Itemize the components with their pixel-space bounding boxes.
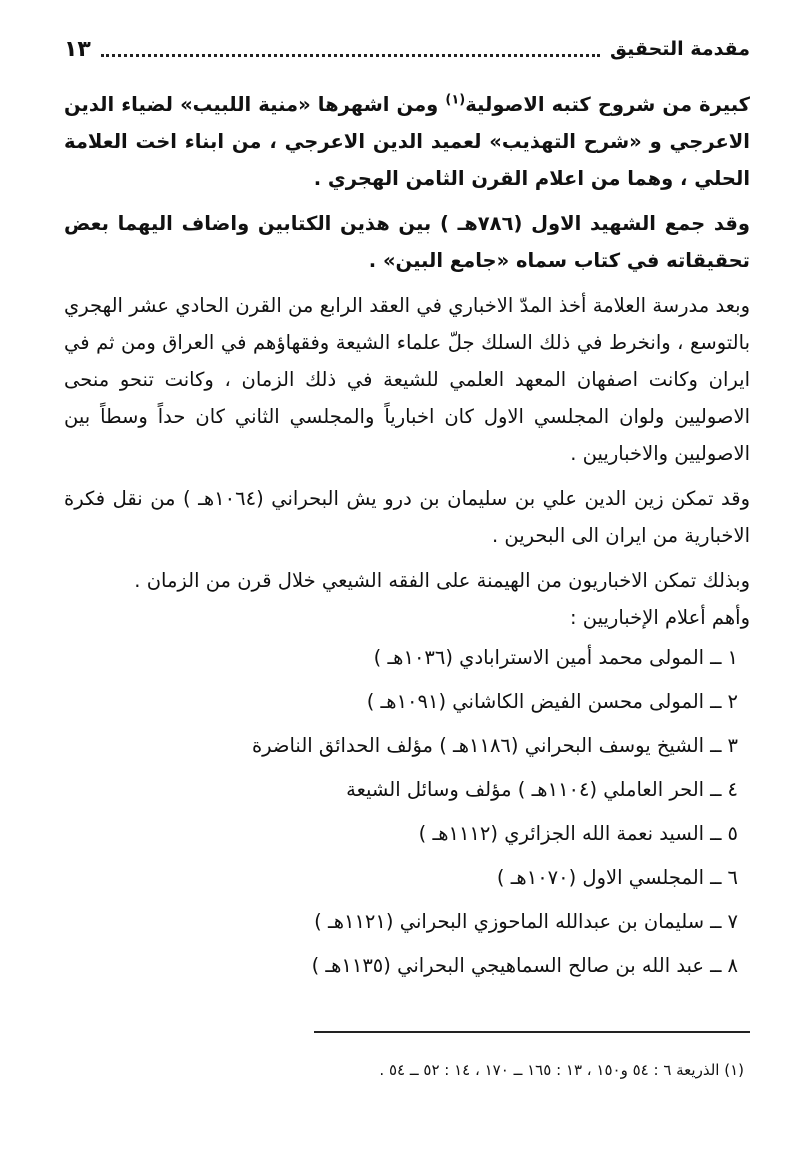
list-item [64,636,750,680]
list-item-dash: ــ [710,866,722,889]
dotted-leader [101,42,600,57]
body-text [64,86,750,988]
list-item-number: ٤ [727,778,738,801]
list-item-dash: ــ [710,822,722,845]
list-item [64,856,750,900]
paragraph-1 [64,86,750,197]
list-item-dash: ــ [710,690,722,713]
list-item-number: ١ [727,646,738,669]
list-item-text: عبد الله بن صالح السماهيجي البحراني (١١٣٥هـ ) [311,954,705,977]
footnote-divider [314,1031,750,1033]
list-item-text: السيد نعمة الله الجزائري (١١١٢هـ ) [418,822,705,845]
list-item-text: المولى محمد أمين الاسترابادي (١٠٣٦هـ ) [373,646,705,669]
list-item [64,812,750,856]
paragraph-3: وبعد مدرسة العلامة أخذ المدّ الاخباري في العقد الرابع من القرن الحادي عشر الهجري بالتوسع ، وانخرط في ذلك السلك جلّ علماء الشيعة وفقهاؤهم في العراق ومن ثم في ايران وكانت اصفهان المعهد العلمي للشيعة في ذلك الزمان ، وكانت تنحو منحى الاصوليين ولوان المجلسي الاول كان اخبارياً والمجلسي الثاني كان حداً وسطاً بين الاصوليين والاخباريين . [64,294,750,465]
list-item-dash: ــ [710,910,722,933]
list-item-text: الحر العاملي (١١٠٤هـ ) مؤلف وسائل الشيعة [346,778,705,801]
paragraph-1-part-b: ومن اشهرها «منية اللبيب» لضياء الدين الاعرجي و «شرح التهذيب» لعميد الدين الاعرجي ، من ابناء اخت العلامة الحلي ، وهما من اعلام القرن الثامن الهجري . [64,93,750,190]
page-number: ١٣ [64,36,91,62]
footnote: (١) الذريعة ٦ : ٥٤ و١٥٠ ، ١٣ : ١٦٥ ــ ١٧٠ ، ١٤ : ٥٢ ــ ٥٤ . [379,1061,744,1079]
paragraph-4: وقد تمكن زين الدين علي بن سليمان بن درو يش البحراني (١٠٦٤هـ ) من نقل فكرة الاخبارية من ايران الى البحرين . [64,487,751,547]
list-item [64,680,750,724]
list-item-number: ٥ [727,822,738,845]
list-item-text: المجلسي الاول (١٠٧٠هـ ) [496,866,705,889]
list-item-text: سليمان بن عبدالله الماحوزي البحراني (١١٢١هـ ) [314,910,705,933]
paragraph-2: وقد جمع الشهيد الاول (٧٨٦هـ ) بين هذين الكتابين واضاف اليهما بعض تحقيقاته في كتاب سماه «جامع البين» . [64,212,751,272]
list-item-number: ٨ [727,954,738,977]
list-item [64,900,750,944]
list-item-number: ٧ [727,910,738,933]
footnote-marker: (١) [445,92,466,108]
list-item-dash: ــ [710,778,722,801]
list-item-dash: ــ [710,954,722,977]
list-item-number: ٢ [727,690,738,713]
header-title: مقدمة التحقيق [610,38,750,60]
list-item-dash: ــ [710,646,722,669]
scholars-list [64,636,750,988]
list-item-number: ٦ [727,866,738,889]
list-item-text: الشيخ يوسف البحراني (١١٨٦هـ ) مؤلف الحدائق الناضرة [251,734,705,757]
list-item-dash: ــ [710,734,722,757]
list-item [64,944,750,988]
list-item-number: ٣ [727,734,738,757]
list-intro: وأهم أعلام الإخباريين : [569,606,750,629]
list-item [64,724,750,768]
paragraph-1-part-a: كبيرة من شروح كتبه الاصولية [465,93,750,116]
list-item [64,768,750,812]
list-item-text: المولى محسن الفيض الكاشاني (١٠٩١هـ ) [366,690,705,713]
paragraph-5: وبذلك تمكن الاخباريون من الهيمنة على الفقه الشيعي خلال قرن من الزمان . [134,569,750,592]
running-header [64,34,750,64]
